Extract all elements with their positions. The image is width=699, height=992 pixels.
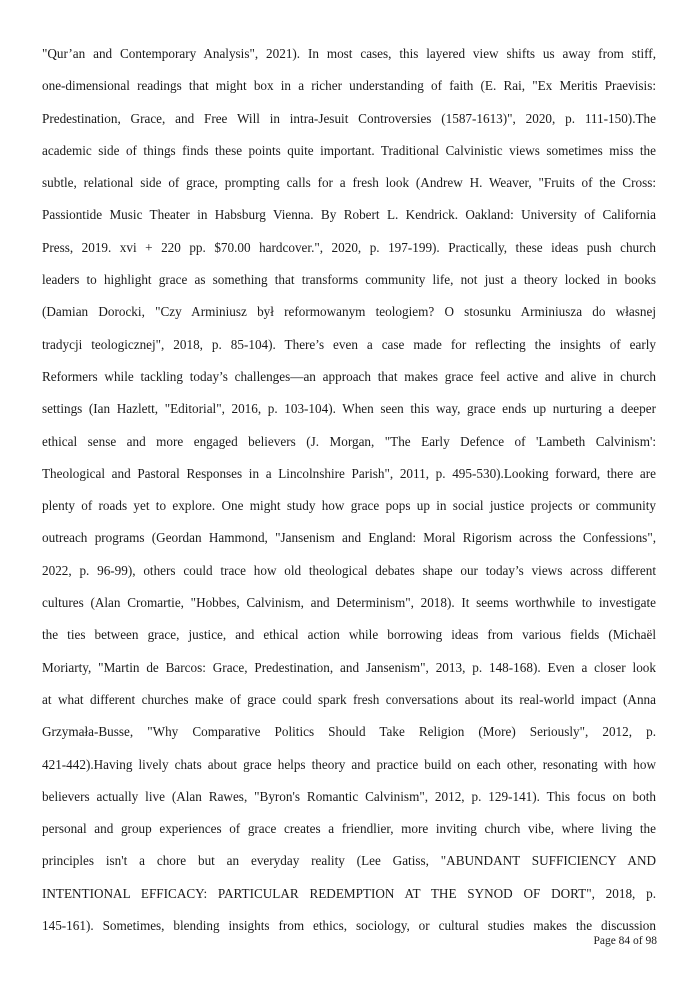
text-line: Grzymała-Busse, "Why Comparative Politics Should Take Religion (More) Seriously", 2012, p. [42,724,656,740]
text-line: Theological and Pastoral Responses in a Lincolnshire Parish", 2011, p. 495-530).Looking forward, there are [42,465,656,481]
text-line: principles isn't a chore but an everyday reality (Lee Gatiss, "ABUNDANT SUFFICIENCY AND [42,853,656,869]
text-line: believers actually live (Alan Rawes, "Byron's Romantic Calvinism", 2012, p. 129-141). This focus on both [42,788,656,804]
text-line: cultures (Alan Cromartie, "Hobbes, Calvinism, and Determinism", 2018). It seems worthwhile to investigate [42,595,656,611]
text-line: (Damian Dorocki, "Czy Arminiusz był reformowanym teologiem? O stosunku Arminiusza do własnej [42,304,656,320]
text-line: plenty of roads yet to explore. One might study how grace pops up in social justice projects or community [42,498,656,514]
text-line: academic side of things finds these points quite important. Traditional Calvinistic views sometimes miss the [42,142,656,158]
page-number: Page 84 of 98 [593,935,657,947]
text-line: Reformers while tackling today’s challenges—an approach that makes grace feel active and alive in church [42,368,656,384]
text-line: "Qur’an and Contemporary Analysis", 2021). In most cases, this layered view shifts us away from stiff, [42,46,656,61]
text-line: Moriarty, "Martin de Barcos: Grace, Predestination, and Jansenism", 2013, p. 148-168). Even a closer look [42,659,656,675]
text-line: outreach programs (Geordan Hammond, "Jansenism and England: Moral Rigorism across the Confessions", [42,530,656,546]
text-line: settings (Ian Hazlett, "Editorial", 2016, p. 103-104). When seen this way, grace ends up nurturing a deeper [42,401,656,417]
body-paragraph [42,38,656,942]
text-line: INTENTIONAL EFFICACY: PARTICULAR REDEMPTION AT THE SYNOD OF DORT", 2018, p. [42,885,656,901]
text-line: leaders to highlight grace as something that transforms community life, not just a theory locked in books [42,272,656,288]
text-line: Predestination, Grace, and Free Will in intra-Jesuit Controversies (1587-1613)", 2020, p. 111-150).The [42,110,656,126]
text-line: the ties between grace, justice, and ethical action while borrowing ideas from various fields (Michaël [42,627,656,643]
text-line: 2022, p. 96-99), others could trace how old theological debates shape our today’s views across different [42,562,656,578]
text-line: subtle, relational side of grace, prompting calls for a fresh look (Andrew H. Weaver, "Fruits of the Cross: [42,175,656,191]
text-line: Passiontide Music Theater in Habsburg Vienna. By Robert L. Kendrick. Oakland: University of California [42,207,656,223]
text-line: 145-161). Sometimes, blending insights from ethics, sociology, or cultural studies makes the discussion [42,918,656,934]
text-line: personal and group experiences of grace creates a friendlier, more inviting church vibe, where living the [42,821,656,837]
text-line: Press, 2019. xvi + 220 pp. $70.00 hardcover.", 2020, p. 197-199). Practically, these ideas push church [42,239,656,255]
text-line: ethical sense and more engaged believers (J. Morgan, "The Early Defence of 'Lambeth Calvinism': [42,433,656,449]
text-line: one-dimensional readings that might box in a richer understanding of faith (E. Rai, "Ex Meritis Praevisis: [42,78,656,94]
text-line: tradycji teologicznej", 2018, p. 85-104). There’s even a case made for reflecting the insights of early [42,336,656,352]
text-line: at what different churches make of grace could spark fresh conversations about its real-world impact (Anna [42,691,656,707]
text-line: 421-442).Having lively chats about grace helps theory and practice build on each other, resonating with how [42,756,656,772]
